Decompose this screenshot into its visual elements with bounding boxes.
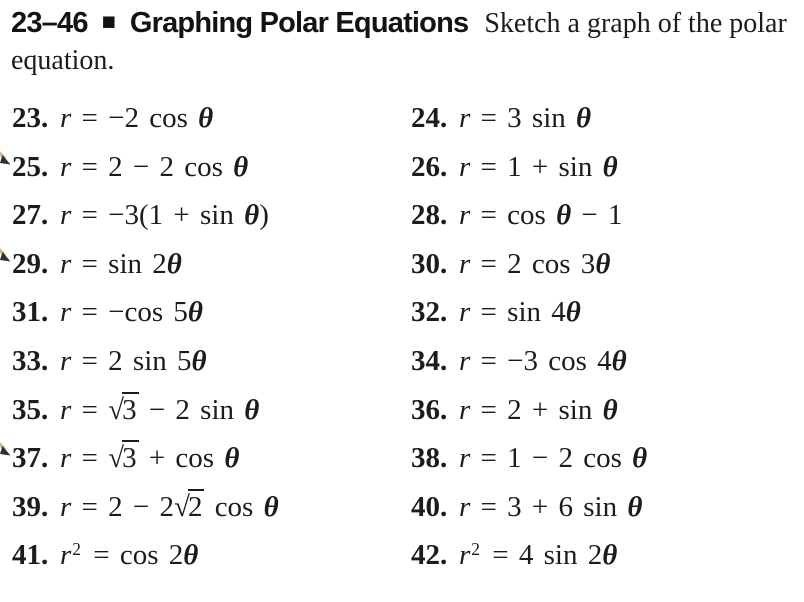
exercise-header-line1 <box>11 7 800 40</box>
sqrt-radical: √3 <box>108 393 137 426</box>
problem-equation: r = −2 cos θ <box>60 102 214 134</box>
exercise-group-title: Graphing Polar Equations <box>129 7 469 39</box>
problem-item-42 <box>399 534 804 583</box>
problem-equation: r = −3 cos 4θ <box>459 344 627 377</box>
problem-equation: $r^2 = \cos 2\theta$ <box>60 539 199 572</box>
problem-item-32 <box>399 291 804 340</box>
problem-equation: r = 1 − 2 cos θ <box>459 442 648 475</box>
problem-number: 27. <box>12 199 49 232</box>
problem-number: 28. <box>411 199 448 232</box>
problem-item-35 <box>0 389 399 438</box>
problem-item-34 <box>399 340 804 389</box>
problem-equation: r = 2 − 2 cos θ <box>60 150 249 183</box>
problem-number: 25. <box>12 150 49 183</box>
problem-item-28 <box>399 194 804 243</box>
problem-number: 29. <box>12 247 49 280</box>
margin-arrow-icon <box>0 441 13 459</box>
margin-arrow-icon <box>0 150 13 168</box>
margin-arrow-icon <box>0 247 13 265</box>
section-square-bullet-icon: ■ <box>101 11 116 30</box>
exercise-range: 23–46 <box>11 7 88 39</box>
problem-equation: r = sin 4θ <box>459 296 581 329</box>
problem-number: 36. <box>411 393 448 426</box>
problem-number: 37. <box>12 442 49 475</box>
problem-number: 39. <box>12 490 49 523</box>
problem-equation: r = 1 + sin θ <box>459 150 618 183</box>
problem-number: 35. <box>12 393 49 426</box>
problem-equation: r = 2 cos 3θ <box>459 247 611 280</box>
problem-equation: r = −3(1 + sin θ) <box>60 199 269 232</box>
problem-item-40 <box>399 486 804 535</box>
problem-equation: r = cos θ − 1 <box>459 199 623 232</box>
problem-equation: r = 2 + sin θ <box>459 393 618 426</box>
problem-number: 30. <box>411 247 448 280</box>
problem-item-38 <box>399 437 804 486</box>
sqrt-radical: √2 <box>174 490 203 523</box>
problem-number: 41. <box>12 539 49 572</box>
problem-number: 24. <box>411 102 448 134</box>
instruction-text-line2: equation. <box>11 45 115 76</box>
problem-item-24 <box>399 97 804 146</box>
problem-item-41 <box>0 534 399 583</box>
sqrt-radical: √3 <box>108 442 137 475</box>
problem-equation: r = −cos 5θ <box>60 296 203 329</box>
exercise-header <box>11 7 800 77</box>
problem-number: 26. <box>411 150 448 183</box>
problem-item-39 <box>0 486 399 535</box>
problem-item-31 <box>0 291 399 340</box>
problem-number: 34. <box>411 344 448 377</box>
problem-item-36 <box>399 389 804 438</box>
problem-item-30 <box>399 243 804 292</box>
problem-number: 42. <box>411 539 448 572</box>
problem-equation: r = 2 − 2√2 cos θ <box>60 490 279 523</box>
problem-equation: $r^2 = 4$ sin 2θ <box>459 539 618 572</box>
problem-equation: r = 3 sin θ <box>459 102 592 134</box>
problem-equation: r = √3 − 2 sin θ <box>60 393 260 426</box>
problem-item-26 <box>399 146 804 195</box>
problem-list <box>0 97 804 583</box>
instruction-text-line1: Sketch a graph of the polar <box>484 8 787 39</box>
problem-number: 32. <box>411 296 448 329</box>
problem-number: 33. <box>12 344 49 377</box>
problem-item-37 <box>0 437 399 486</box>
problem-equation: r = 2 sin 5θ <box>60 344 207 377</box>
problem-item-29 <box>0 243 399 292</box>
problem-item-25 <box>0 146 399 195</box>
problem-item-23 <box>0 97 399 146</box>
problem-number: 40. <box>411 490 448 523</box>
problem-number: 23. <box>12 102 49 134</box>
problem-equation: r = √3 + cos θ <box>60 442 240 475</box>
problem-item-33 <box>0 340 399 389</box>
problem-number: 38. <box>411 442 448 475</box>
problem-item-27 <box>0 194 399 243</box>
problem-equation: r = 3 + 6 sin θ <box>459 490 643 523</box>
problem-number: 31. <box>12 296 49 329</box>
problem-equation: r = sin 2θ <box>60 247 182 280</box>
